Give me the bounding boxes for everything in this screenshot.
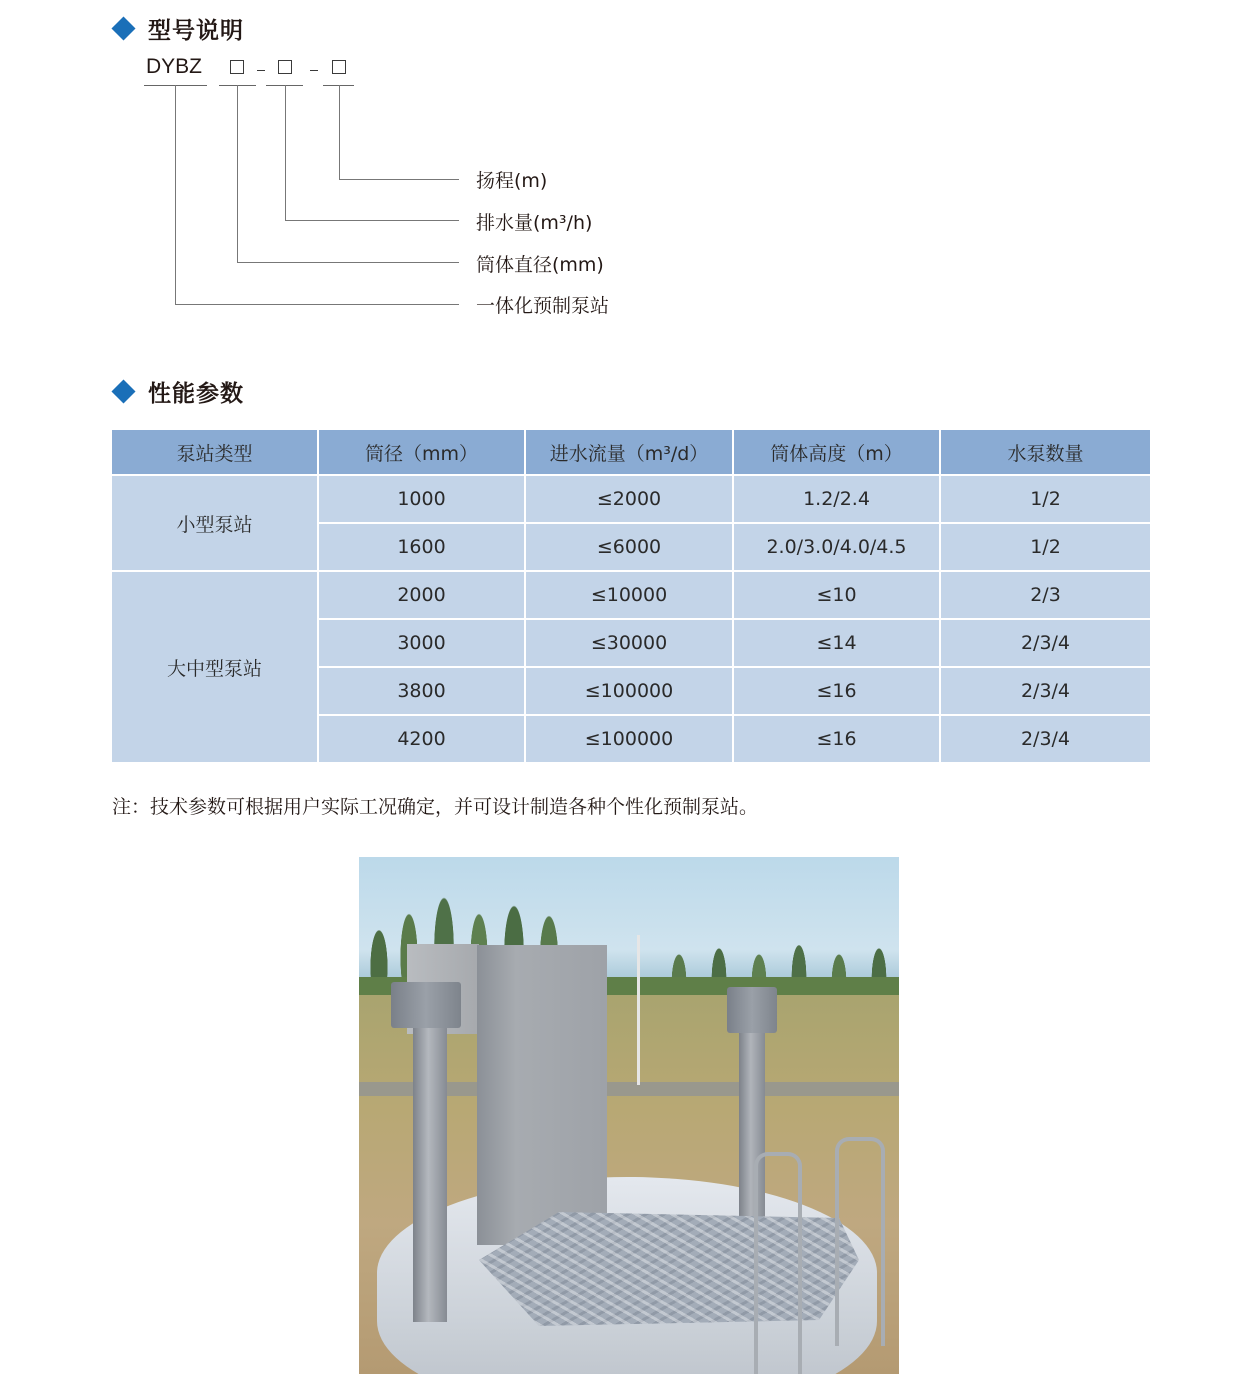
cell-pumps: 2/3: [940, 571, 1150, 619]
connector-line: [339, 85, 340, 179]
connector-line: [237, 262, 459, 263]
cell-height: 2.0/3.0/4.0/4.5: [733, 523, 940, 571]
model-code-prefix: DYBZ: [146, 55, 203, 78]
cell-diameter: 3800: [318, 667, 525, 715]
cell-flow: ≤10000: [525, 571, 733, 619]
label-discharge: 排水量(m³/h): [476, 212, 593, 234]
cell-pumps: 2/3/4: [940, 667, 1150, 715]
station-type-cell: 大中型泵站: [112, 571, 318, 763]
header-cell: 进水流量（m³/d）: [525, 430, 733, 475]
connector-line: [285, 85, 286, 220]
dash-separator: [257, 70, 265, 71]
cell-pumps: 2/3/4: [940, 715, 1150, 763]
ladder-handrail: [835, 1137, 885, 1346]
header-cell: 筒径（mm）: [318, 430, 525, 475]
connector-line: [175, 85, 176, 304]
vent-cap-right: [727, 987, 777, 1033]
vent-cap-left: [391, 982, 461, 1028]
model-code-diagram: [0, 0, 700, 340]
section-heading-performance: [112, 375, 244, 408]
connector-line: [285, 220, 459, 221]
cell-pumps: 2/3/4: [940, 619, 1150, 667]
cell-flow: ≤100000: [525, 715, 733, 763]
heading-title: 型号说明: [148, 18, 244, 44]
cell-pumps: 1/2: [940, 475, 1150, 523]
station-type-cell: 小型泵站: [112, 475, 318, 571]
pump-station-photo: [359, 857, 899, 1374]
connector-line: [175, 304, 459, 305]
cell-flow: ≤30000: [525, 619, 733, 667]
label-diameter: 筒体直径(mm): [476, 254, 604, 276]
cell-diameter: 2000: [318, 571, 525, 619]
label-head: 扬程(m): [476, 170, 548, 192]
placeholder-box-icon: [332, 60, 346, 74]
cell-height: ≤14: [733, 619, 940, 667]
table-row: [112, 571, 1150, 619]
performance-table: [112, 430, 1150, 764]
heading-title: 性能参数: [148, 381, 244, 407]
control-cabinet: [477, 945, 607, 1245]
dash-separator: [310, 70, 318, 71]
table-header-row: [112, 430, 1150, 475]
connector-line: [237, 85, 238, 262]
footnote: 注：技术参数可根据用户实际工况确定，并可设计制造各种个性化预制泵站。: [112, 796, 759, 818]
header-cell: 筒体高度（m）: [733, 430, 940, 475]
cell-flow: ≤100000: [525, 667, 733, 715]
connector-line: [339, 179, 459, 180]
placeholder-box-icon: [230, 60, 244, 74]
cell-diameter: 1000: [318, 475, 525, 523]
cell-height: ≤16: [733, 715, 940, 763]
label-product: 一体化预制泵站: [476, 295, 610, 317]
cell-height: ≤10: [733, 571, 940, 619]
cell-flow: ≤6000: [525, 523, 733, 571]
vent-pipe-left: [413, 1022, 447, 1322]
header-cell: 水泵数量: [940, 430, 1150, 475]
cell-diameter: 4200: [318, 715, 525, 763]
cell-height: 1.2/2.4: [733, 475, 940, 523]
table-row: [112, 475, 1150, 523]
placeholder-box-icon: [278, 60, 292, 74]
cell-pumps: 1/2: [940, 523, 1150, 571]
cell-diameter: 1600: [318, 523, 525, 571]
lamp-pole: [637, 935, 640, 1085]
ladder-handrail: [754, 1152, 802, 1374]
cell-diameter: 3000: [318, 619, 525, 667]
cell-height: ≤16: [733, 667, 940, 715]
header-cell: 泵站类型: [112, 430, 318, 475]
cell-flow: ≤2000: [525, 475, 733, 523]
diamond-bullet-icon: [111, 379, 135, 403]
